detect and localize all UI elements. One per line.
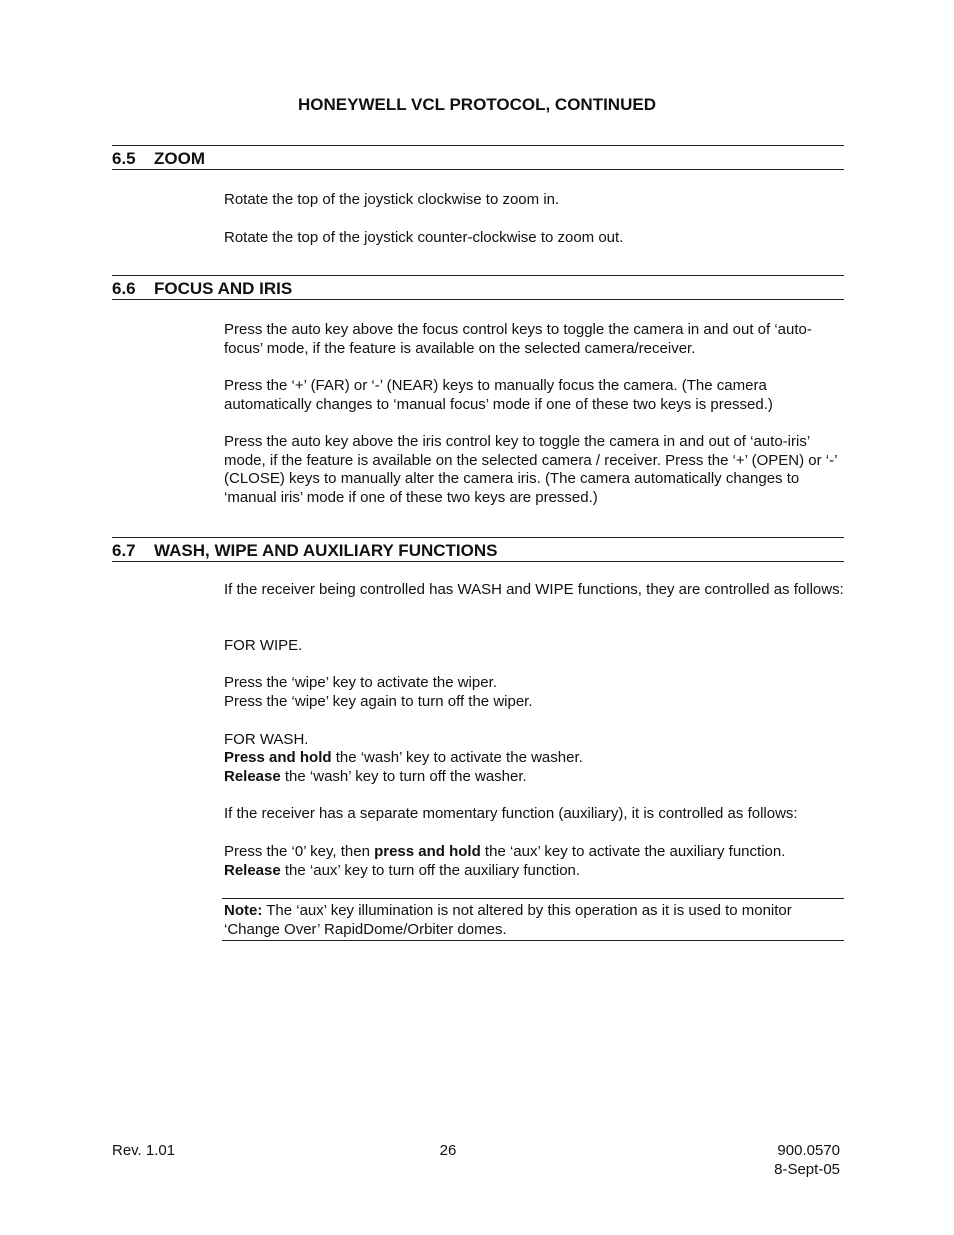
bold-text: press and hold	[374, 843, 481, 860]
manual-focus-text: Press the ‘+’ (FAR) or ‘-’ (NEAR) keys to manually focus the camera. (The camera automatically changes to ‘manual focus’ mode if one of these two keys is pressed.)	[224, 377, 773, 413]
footer-date: 8-Sept-05	[774, 1161, 840, 1178]
section-number: 6.5	[112, 149, 136, 168]
text: the ‘aux’ key to activate the auxiliary function.	[480, 843, 786, 860]
wipe-instruction-2: Press the ‘wipe’ key again to turn off the wiper.	[224, 693, 533, 710]
section-heading-focus-iris	[112, 275, 844, 300]
bold-text: Press and hold	[224, 749, 332, 766]
footer-doc-info	[774, 1141, 840, 1179]
wash-wipe-intro: If the receiver being controlled has WASH and WIPE functions, they are controlled as follows:	[224, 581, 844, 598]
text: the ‘wash’ key to turn off the washer.	[280, 768, 527, 785]
footer-doc-number: 900.0570	[777, 1142, 840, 1159]
section-title: WASH, WIPE AND AUXILIARY FUNCTIONS	[154, 541, 498, 560]
bold-text: Release	[224, 862, 281, 879]
zoom-in-text: Rotate the top of the joystick clockwise to zoom in.	[224, 191, 560, 208]
auto-focus-text: Press the auto key above the focus control keys to toggle the camera in and out of ‘auto-focus’ mode, if the feature is available on the selected camera/receiver.	[224, 321, 812, 357]
bold-text: Release	[224, 768, 281, 785]
section-number: 6.7	[112, 541, 136, 560]
wash-instruction-1	[224, 749, 849, 768]
wash-heading: FOR WASH.	[224, 731, 309, 748]
aux-instruction-2	[224, 862, 849, 881]
note-label: Note:	[224, 902, 263, 919]
section-heading-wash-wipe	[112, 537, 844, 562]
text: Press the ‘0’ key, then	[224, 843, 375, 860]
text: The ‘aux’ key illumination is not altered by this operation as it is used to monitor ‘Change Over’ RapidDome/Orbiter domes.	[224, 902, 792, 938]
footer-page-number: 26	[439, 1142, 457, 1159]
section-heading-zoom	[112, 145, 844, 170]
zoom-out-text: Rotate the top of the joystick counter-clockwise to zoom out.	[224, 229, 624, 246]
page-header: HONEYWELL VCL PROTOCOL, CONTINUED	[298, 95, 656, 114]
iris-text: Press the auto key above the iris control key to toggle the camera in and out of ‘auto-iris’ mode, if the feature is available on the selected camera / receiver. Press the ‘+’ (OPEN) or ‘-’ (CLOSE) keys to manually alter the camera iris. (The camera automatically changes to ‘manual iris’ mode if one of these two keys are pressed.)	[224, 433, 837, 506]
footer-revision: Rev. 1.01	[112, 1142, 176, 1159]
aux-instruction-1	[224, 843, 849, 862]
wipe-instruction-1: Press the ‘wipe’ key to activate the wiper.	[224, 674, 497, 691]
text: the ‘aux’ key to turn off the auxiliary function.	[280, 862, 581, 879]
wipe-heading: FOR WIPE.	[224, 637, 303, 654]
section-title: ZOOM	[154, 149, 205, 168]
text: the ‘wash’ key to activate the washer.	[331, 749, 583, 766]
note-box	[222, 898, 844, 941]
section-title: FOCUS AND IRIS	[154, 279, 293, 298]
section-number: 6.6	[112, 279, 136, 298]
note-text	[224, 902, 844, 939]
aux-intro: If the receiver has a separate momentary function (auxiliary), it is controlled as follows:	[224, 805, 798, 822]
wash-instruction-2	[224, 768, 849, 787]
